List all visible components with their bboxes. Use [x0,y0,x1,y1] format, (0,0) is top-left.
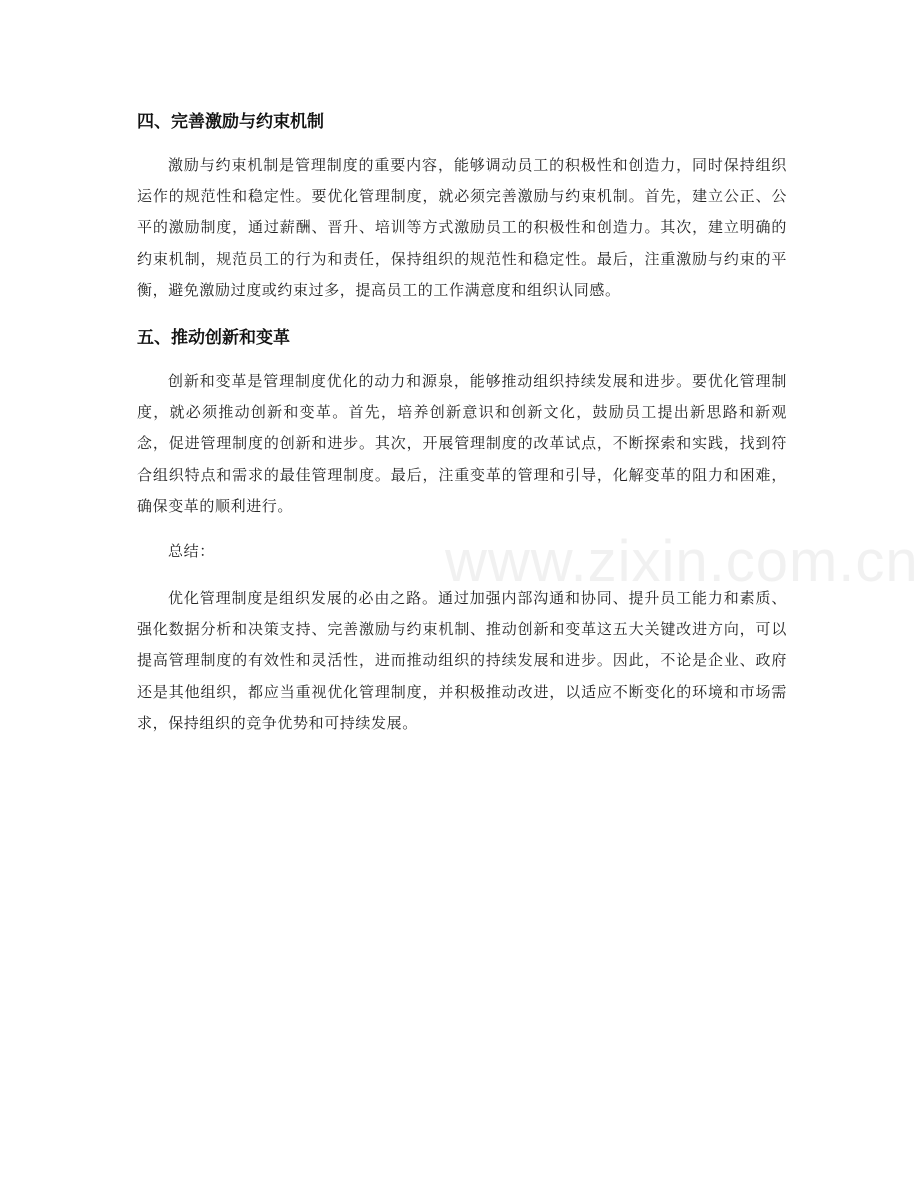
summary-label: 总结： [168,542,215,561]
section-paragraph-5: 创新和变革是管理制度优化的动力和源泉，能够推动组织持续发展和进步。要优化管理制度，就必须推动创新和变革。首先，培养创新意识和创新文化，鼓励员工提出新思路和新观念，促进管理制度的创新和进步。其次，开展管理制度的改革试点，不断探索和实践，找到符合组织特点和需求的最佳管理制度。最后，注重变革的管理和引导，化解变革的阻力和困难，确保变革的顺利进行。 [137,372,787,515]
section-paragraph-4: 激励与约束机制是管理制度的重要内容，能够调动员工的积极性和创造力，同时保持组织运作的规范性和稳定性。要优化管理制度，就必须完善激励与约束机制。首先，建立公正、公平的激励制度，通过薪酬、晋升、培训等方式激励员工的积极性和创造力。其次，建立明确的约束机制，规范员工的行为和责任，保持组织的规范性和稳定性。最后，注重激励与约束的平衡，避免激励过度或约束过多，提高员工的工作满意度和组织认同感。 [137,156,787,299]
summary-paragraph: 优化管理制度是组织发展的必由之路。通过加强内部沟通和协同、提升员工能力和素质、强化数据分析和决策支持、完善激励与约束机制、推动创新和变革这五大关键改进方向，可以提高管理制度的有效性和灵活性，进而推动组织的持续发展和进步。因此，不论是企业、政府还是其他组织，都应当重视优化管理制度，并积极推动改进，以适应不断变化的环境和市场需求，保持组织的竞争优势和可持续发展。 [137,589,787,732]
watermark: www.zixin.com.cn [445,529,919,594]
section-heading-4: 四、完善激励与约束机制 [137,112,324,132]
section-heading-5: 五、推动创新和变革 [137,328,290,349]
document-content [137,104,787,753]
